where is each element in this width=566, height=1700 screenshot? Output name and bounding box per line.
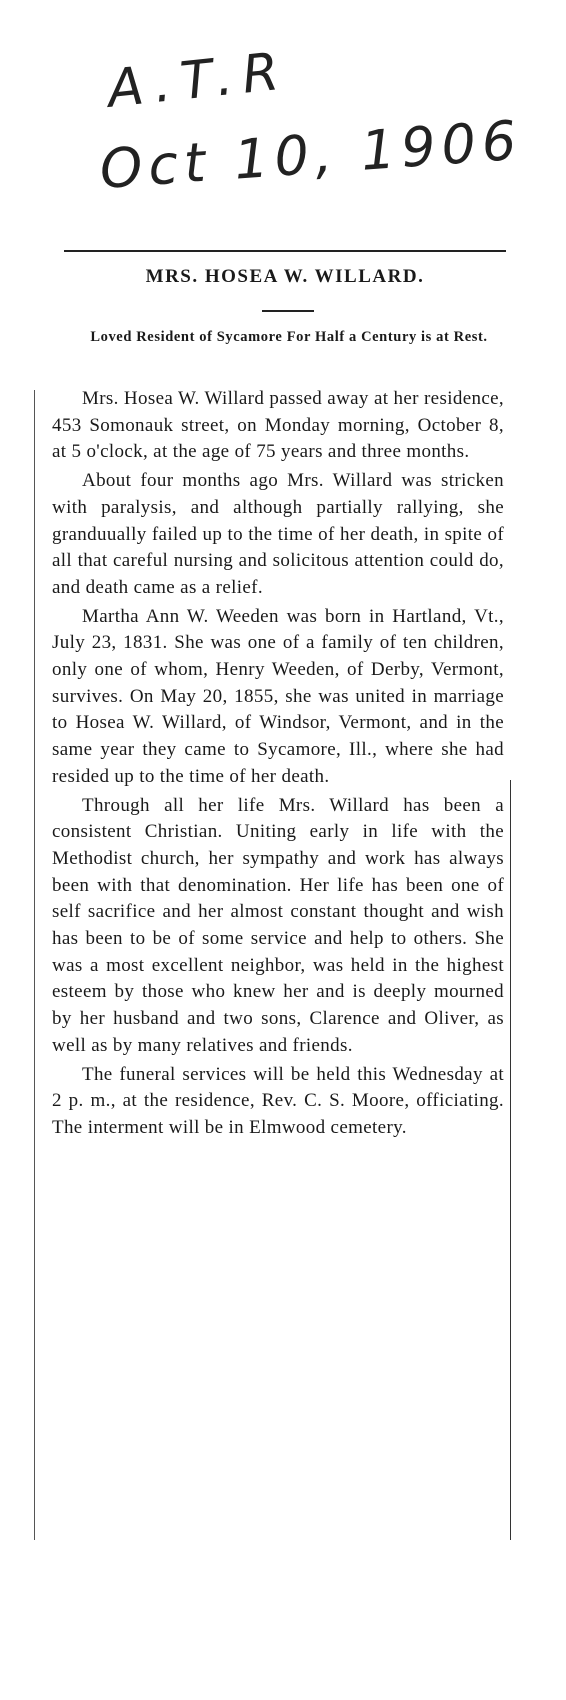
column-border-right	[510, 780, 511, 1540]
paragraph-1: Mrs. Hosea W. Willard passed away at her residence, 453 Somonauk street, on Monday morning, October 8, at 5 o'clock, at the age of 75 years and three months.	[52, 388, 504, 463]
article-body	[52, 386, 504, 1144]
paragraph-2: About four months ago Mrs. Willard was stricken with paralysis, and although partially rallying, she granduually failed up to the time of her death, in spite of all that careful nursing and solicitous attention could do, and death came as a relief.	[52, 470, 504, 598]
handwritten-initials: A.T.R	[104, 41, 292, 120]
handwritten-date: Oct 10, 1906	[97, 108, 525, 201]
headline: MRS. HOSEA W. WILLARD.	[145, 266, 425, 287]
column-border-left	[34, 390, 35, 1540]
headline-divider	[262, 310, 314, 312]
paragraph-3: Martha Ann W. Weeden was born in Hartland, Vt., July 23, 1831. She was one of a family of ten children, only one of whom, Henry Weeden, of Derby, Vermont, survives. On May 20, 1855, she was united in marriage to Hosea W. Willard, of Windsor, Vermont, and in the same year they came to Sycamore, Ill., where she had resided up to the time of her death.	[52, 605, 504, 787]
subheadline: Loved Resident of Sycamore For Half a Century is at Rest.	[90, 329, 488, 345]
paragraph-5: The funeral services will be held this Wednesday at 2 p. m., at the residence, Rev. C. S. Moore, officiating. The interment will be in Elmwood cemetery.	[52, 1063, 504, 1138]
newspaper-clipping	[34, 250, 506, 1540]
paragraph-4: Through all her life Mrs. Willard has been a consistent Christian. Uniting early in life with the Methodist church, her sympathy and work has always been with that denomination. Her life has been one of self sacrifice and her almost constant thought and wish has been to be of some service and help to others. She was a most excellent neighbor, was held in the highest esteem by those who knew her and is deeply mourned by her husband and two sons, Clarence and Oliver, as well as by many relatives and friends.	[52, 794, 504, 1056]
top-rule	[64, 250, 506, 252]
